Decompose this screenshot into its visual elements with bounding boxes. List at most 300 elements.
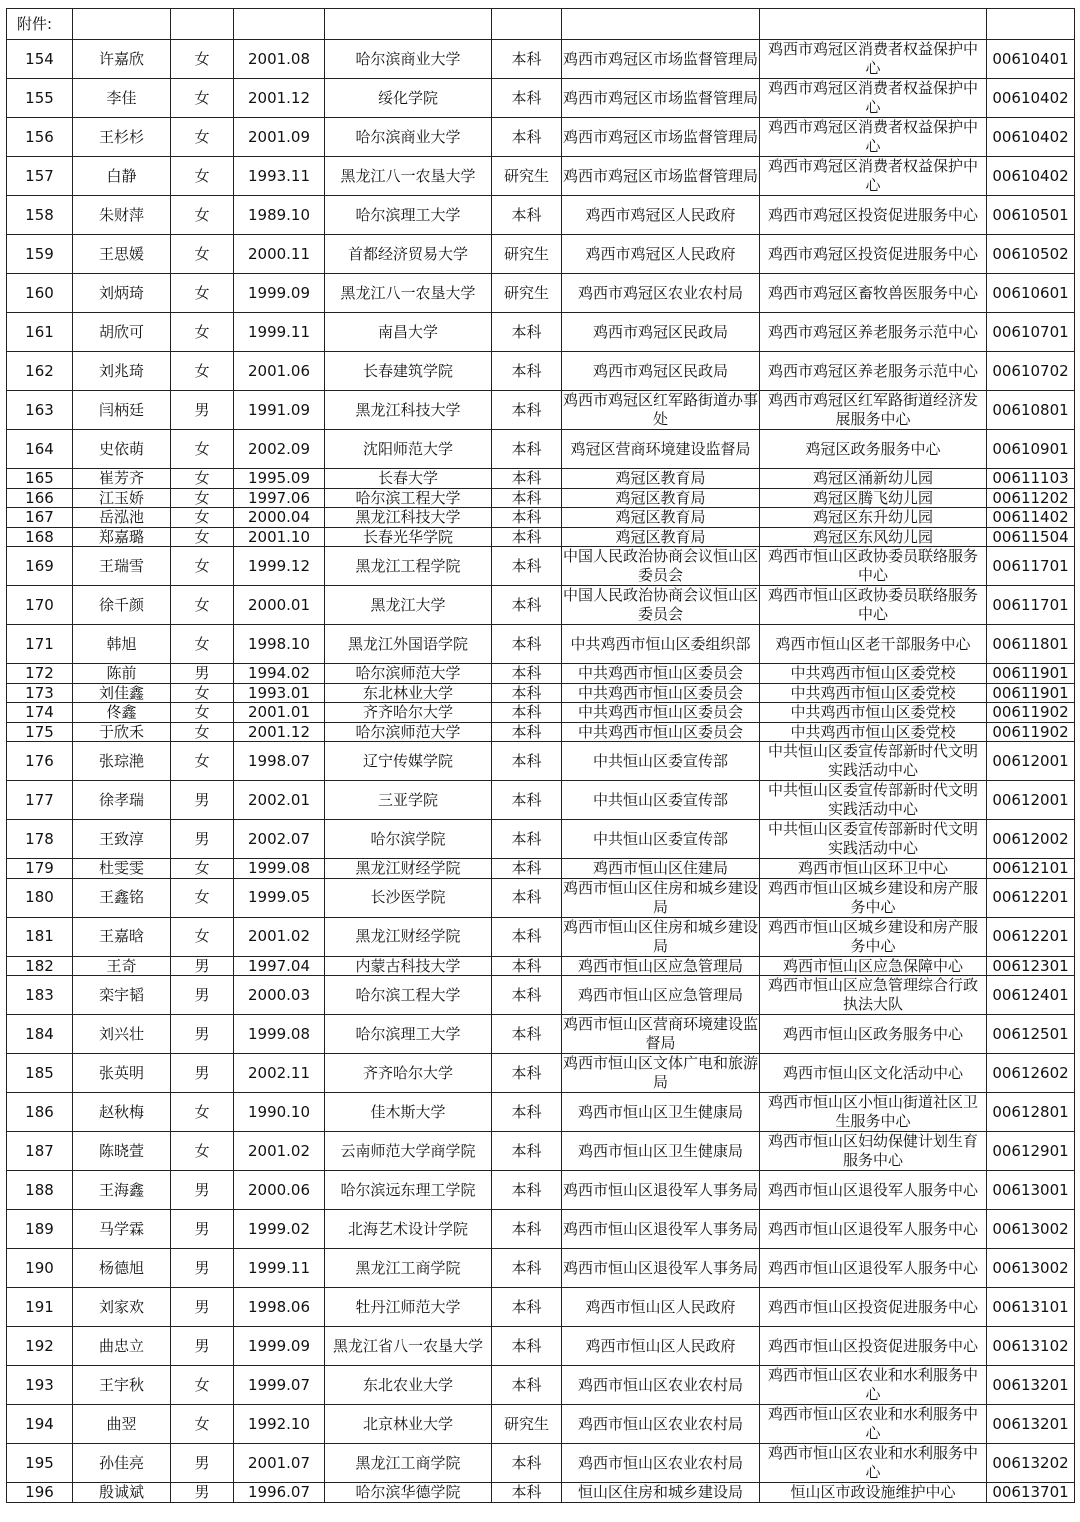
row-number: 154 (7, 40, 73, 79)
position-code-cell: 00613002 (987, 1249, 1075, 1288)
birth-date-cell: 1993.11 (234, 157, 325, 196)
position-code-cell: 00611504 (987, 527, 1075, 547)
employer-cell: 鸡西市恒山区住房和城乡建设局 (563, 917, 759, 955)
row-number: 158 (7, 196, 73, 235)
school-cell: 黑龙江科技大学 (325, 391, 492, 430)
table-row (7, 1444, 1075, 1483)
name-cell: 胡欣可 (73, 313, 171, 352)
gender-cell: 男 (171, 391, 234, 430)
employer-cell: 鸡西市恒山区应急管理局 (562, 976, 760, 1015)
row-number: 194 (7, 1405, 73, 1444)
position-code-cell: 00610901 (987, 430, 1075, 469)
school-cell: 齐齐哈尔大学 (325, 1054, 492, 1093)
position-unit-cell: 鸡西市鸡冠区养老服务示范中心 (760, 313, 987, 352)
school-cell: 黑龙江工商学院 (325, 1444, 492, 1483)
position-code-cell: 00613201 (987, 1366, 1075, 1405)
birth-date-cell: 2000.04 (234, 508, 325, 528)
employer-cell: 鸡西市恒山区退役军人事务局 (562, 1249, 760, 1288)
employer-cell: 鸡冠区教育局 (562, 488, 760, 508)
name-cell: 岳泓池 (73, 508, 171, 528)
degree-cell: 本科 (492, 352, 562, 391)
birth-date-cell: 1998.07 (234, 742, 325, 781)
table-row (7, 1405, 1075, 1444)
school-cell: 绥化学院 (325, 79, 492, 118)
gender-cell: 女 (171, 508, 234, 528)
position-code-cell: 00611901 (987, 683, 1075, 703)
row-number: 173 (7, 683, 73, 703)
birth-date-cell: 2002.01 (234, 781, 325, 820)
name-cell: 闫柄廷 (73, 391, 171, 430)
position-unit-cell: 中共鸡西市恒山区委党校 (760, 683, 987, 703)
row-number: 195 (7, 1444, 73, 1483)
birth-date-cell: 2001.12 (234, 79, 325, 118)
position-unit-cell: 鸡西市恒山区退役军人服务中心 (760, 1171, 987, 1210)
employer-cell: 中共鸡西市恒山区委员会 (562, 664, 760, 684)
gender-cell: 男 (171, 1288, 234, 1327)
school-cell: 哈尔滨商业大学 (325, 40, 492, 79)
school-cell: 黑龙江八一农垦大学 (325, 157, 492, 196)
table-row (7, 40, 1075, 79)
birth-date-cell: 1999.02 (234, 1210, 325, 1249)
employer-cell: 中共恒山区委宣传部 (562, 781, 760, 820)
gender-cell: 女 (171, 313, 234, 352)
table-row (7, 586, 1075, 625)
degree-cell: 本科 (492, 508, 562, 528)
gender-cell: 女 (171, 235, 234, 274)
table-row (7, 859, 1075, 879)
degree-cell: 本科 (492, 625, 562, 664)
position-code-cell: 00612401 (987, 976, 1075, 1015)
table-row (7, 742, 1075, 781)
birth-date-cell: 2000.03 (234, 976, 325, 1015)
degree-cell: 本科 (492, 1366, 562, 1405)
position-unit-cell: 鸡西市鸡冠区养老服务示范中心 (760, 352, 987, 391)
school-cell: 黑龙江财经学院 (325, 859, 492, 879)
position-unit-cell: 鸡冠区东升幼儿园 (760, 508, 987, 528)
birth-date-cell: 1999.11 (234, 1249, 325, 1288)
position-code-cell: 00612001 (987, 742, 1075, 781)
table-row (7, 1015, 1075, 1054)
name-cell: 曲翌 (73, 1405, 171, 1444)
employer-cell: 鸡西市鸡冠区农业农村局 (562, 274, 760, 313)
name-cell: 杜雯雯 (73, 859, 171, 879)
row-number: 176 (7, 742, 73, 781)
employer-cell: 鸡冠区教育局 (562, 469, 760, 489)
position-unit-cell: 鸡西市恒山区妇幼保健计划生育服务中心 (760, 1132, 987, 1171)
employer-cell: 中共鸡西市恒山区委员会 (562, 703, 760, 723)
position-unit-cell: 鸡西市恒山区政务服务中心 (760, 1015, 987, 1054)
degree-cell: 本科 (492, 196, 562, 235)
position-code-cell: 00612901 (987, 1132, 1075, 1171)
degree-cell: 本科 (492, 1249, 562, 1288)
gender-cell: 女 (171, 1132, 234, 1171)
birth-date-cell: 1999.11 (234, 313, 325, 352)
employer-cell: 中共恒山区委宣传部 (562, 742, 760, 781)
school-cell: 长春大学 (325, 469, 492, 489)
birth-date-cell: 1995.09 (234, 469, 325, 489)
table-row (7, 430, 1075, 469)
table-row (7, 1210, 1075, 1249)
position-code-cell: 00611103 (987, 469, 1075, 489)
degree-cell: 本科 (492, 859, 562, 879)
gender-cell: 女 (171, 1405, 234, 1444)
birth-date-cell: 2000.01 (234, 586, 325, 625)
gender-cell: 男 (171, 956, 234, 976)
row-number: 155 (7, 79, 73, 118)
row-number: 175 (7, 722, 73, 742)
table-row (7, 878, 1075, 917)
birth-date-cell: 1998.10 (234, 625, 325, 664)
row-number: 163 (7, 391, 73, 430)
degree-cell: 本科 (492, 722, 562, 742)
name-cell: 杨德旭 (73, 1249, 171, 1288)
birth-date-cell: 1994.02 (234, 664, 325, 684)
gender-cell: 男 (171, 1015, 234, 1054)
school-cell: 哈尔滨理工大学 (325, 196, 492, 235)
position-code-cell: 00613002 (987, 1210, 1075, 1249)
school-cell: 东北农业大学 (325, 1366, 492, 1405)
name-cell: 王鑫铭 (73, 878, 171, 917)
gender-cell: 女 (171, 722, 234, 742)
degree-cell: 本科 (492, 118, 562, 157)
position-code-cell: 00610501 (987, 196, 1075, 235)
position-unit-cell: 鸡西市鸡冠区消费者权益保护中心 (760, 118, 987, 157)
position-code-cell: 00612501 (987, 1015, 1075, 1054)
degree-cell: 本科 (492, 1327, 562, 1366)
birth-date-cell: 2002.09 (234, 430, 325, 469)
table-row (7, 313, 1075, 352)
table-row (7, 1249, 1075, 1288)
table-row (7, 781, 1075, 820)
gender-cell: 男 (171, 1327, 234, 1366)
name-cell: 殷诚斌 (73, 1483, 171, 1503)
position-unit-cell: 鸡冠区政务服务中心 (760, 430, 987, 469)
position-code-cell: 00613101 (987, 1288, 1075, 1327)
employer-cell: 中共鸡西市恒山区委组织部 (562, 625, 760, 664)
row-number: 171 (7, 625, 73, 664)
row-number: 177 (7, 781, 73, 820)
position-code-cell: 00612001 (987, 781, 1075, 820)
name-cell: 王宇秋 (73, 1366, 171, 1405)
degree-cell: 本科 (492, 313, 562, 352)
table-row (7, 820, 1075, 859)
birth-date-cell: 1992.10 (234, 1405, 325, 1444)
row-number: 174 (7, 703, 73, 723)
row-number: 186 (7, 1093, 73, 1132)
school-cell: 哈尔滨商业大学 (325, 118, 492, 157)
table-row (7, 157, 1075, 196)
table-row (7, 352, 1075, 391)
degree-cell: 本科 (492, 956, 562, 976)
degree-cell: 本科 (492, 976, 562, 1015)
position-unit-cell: 鸡西市恒山区城乡建设和房产服务中心 (760, 878, 987, 917)
degree-cell: 本科 (492, 527, 562, 547)
name-cell: 孙佳亮 (73, 1444, 171, 1483)
position-code-cell: 00613201 (987, 1405, 1075, 1444)
degree-cell: 研究生 (492, 274, 562, 313)
birth-date-cell: 2001.12 (234, 722, 325, 742)
position-unit-cell: 中共鸡西市恒山区委党校 (760, 664, 987, 684)
school-cell: 哈尔滨学院 (325, 820, 492, 859)
degree-cell: 本科 (492, 1288, 562, 1327)
gender-cell: 女 (171, 878, 234, 917)
employer-cell: 鸡西市鸡冠区市场监督管理局 (562, 118, 760, 157)
position-unit-cell: 鸡西市恒山区小恒山街道社区卫生服务中心 (760, 1093, 987, 1132)
row-number: 166 (7, 488, 73, 508)
position-code-cell: 00613001 (987, 1171, 1075, 1210)
row-number: 159 (7, 235, 73, 274)
degree-cell: 本科 (492, 547, 562, 586)
attachment-row (7, 9, 1075, 40)
position-code-cell: 00612602 (987, 1054, 1075, 1093)
position-unit-cell: 鸡西市恒山区农业和水利服务中心 (760, 1405, 987, 1444)
school-cell: 黑龙江八一农垦大学 (325, 274, 492, 313)
gender-cell: 男 (171, 1054, 234, 1093)
position-code-cell: 00613102 (987, 1327, 1075, 1366)
employer-cell: 中共鸡西市恒山区委员会 (562, 683, 760, 703)
gender-cell: 女 (171, 683, 234, 703)
birth-date-cell: 2001.07 (234, 1444, 325, 1483)
employer-cell: 鸡西市恒山区退役军人事务局 (562, 1210, 760, 1249)
name-cell: 韩旭 (73, 625, 171, 664)
row-number: 180 (7, 878, 73, 917)
table-row (7, 274, 1075, 313)
row-number: 161 (7, 313, 73, 352)
name-cell: 王杉杉 (73, 118, 171, 157)
birth-date-cell: 2001.02 (234, 1132, 325, 1171)
row-number: 162 (7, 352, 73, 391)
name-cell: 陈晓萱 (73, 1132, 171, 1171)
school-cell: 黑龙江工程学院 (325, 547, 492, 586)
degree-cell: 本科 (492, 586, 562, 625)
position-code-cell: 00610402 (987, 79, 1075, 118)
row-number: 170 (7, 586, 73, 625)
row-number: 193 (7, 1366, 73, 1405)
name-cell: 朱财萍 (73, 196, 171, 235)
name-cell: 王思媛 (73, 235, 171, 274)
position-unit-cell: 鸡西市恒山区投资促进服务中心 (760, 1327, 987, 1366)
position-unit-cell: 鸡西市恒山区投资促进服务中心 (760, 1288, 987, 1327)
position-code-cell: 00611902 (987, 722, 1075, 742)
position-code-cell: 00611902 (987, 703, 1075, 723)
name-cell: 徐孝瑞 (73, 781, 171, 820)
table-row (7, 508, 1075, 528)
school-cell: 北海艺术设计学院 (325, 1210, 492, 1249)
row-number: 185 (7, 1054, 73, 1093)
birth-date-cell: 2001.02 (234, 917, 325, 956)
employer-cell: 鸡西市鸡冠区民政局 (562, 313, 760, 352)
school-cell: 黑龙江大学 (325, 586, 492, 625)
row-number: 172 (7, 664, 73, 684)
row-number: 179 (7, 859, 73, 879)
position-code-cell: 00613202 (987, 1444, 1075, 1483)
position-unit-cell: 恒山区市政设施维护中心 (760, 1483, 987, 1503)
row-number: 169 (7, 547, 73, 586)
position-unit-cell: 鸡冠区腾飞幼儿园 (760, 488, 987, 508)
degree-cell: 本科 (492, 1132, 562, 1171)
row-number: 187 (7, 1132, 73, 1171)
gender-cell: 女 (171, 527, 234, 547)
employer-cell: 鸡西市恒山区退役军人事务局 (562, 1171, 760, 1210)
employer-cell: 鸡西市恒山区卫生健康局 (562, 1132, 760, 1171)
gender-cell: 男 (171, 1249, 234, 1288)
name-cell: 王海鑫 (73, 1171, 171, 1210)
position-unit-cell: 鸡西市鸡冠区消费者权益保护中心 (760, 40, 987, 79)
employer-cell: 鸡西市恒山区农业农村局 (562, 1444, 760, 1483)
birth-date-cell: 2002.07 (234, 820, 325, 859)
position-unit-cell: 中共恒山区委宣传部新时代文明实践活动中心 (760, 742, 987, 781)
birth-date-cell: 1999.09 (234, 1327, 325, 1366)
roster-table (6, 8, 1075, 1503)
position-code-cell: 00612101 (987, 859, 1075, 879)
degree-cell: 本科 (492, 79, 562, 118)
table-row (7, 391, 1075, 430)
row-number: 168 (7, 527, 73, 547)
row-number: 183 (7, 976, 73, 1015)
name-cell: 张琮滟 (73, 742, 171, 781)
table-row (7, 1366, 1075, 1405)
position-unit-cell: 鸡西市鸡冠区投资促进服务中心 (760, 235, 987, 274)
table-row (7, 118, 1075, 157)
employer-cell: 鸡西市恒山区农业农村局 (562, 1405, 760, 1444)
position-code-cell: 00610601 (987, 274, 1075, 313)
position-unit-cell: 中共恒山区委宣传部新时代文明实践活动中心 (760, 820, 987, 859)
table-row (7, 1288, 1075, 1327)
degree-cell: 本科 (492, 917, 562, 956)
name-cell: 于欣禾 (73, 722, 171, 742)
degree-cell: 本科 (492, 820, 562, 859)
position-code-cell: 00611701 (987, 547, 1075, 586)
table-row (7, 956, 1075, 976)
position-unit-cell: 中共鸡西市恒山区委党校 (760, 722, 987, 742)
name-cell: 王瑞雪 (73, 547, 171, 586)
gender-cell: 女 (171, 352, 234, 391)
position-unit-cell: 鸡西市鸡冠区红军路街道经济发展服务中心 (760, 391, 987, 430)
degree-cell: 本科 (492, 1015, 562, 1054)
row-number: 191 (7, 1288, 73, 1327)
birth-date-cell: 1997.06 (234, 488, 325, 508)
gender-cell: 女 (171, 859, 234, 879)
degree-cell: 本科 (492, 781, 562, 820)
row-number: 178 (7, 820, 73, 859)
gender-cell: 女 (171, 742, 234, 781)
table-row (7, 917, 1075, 956)
gender-cell: 男 (171, 1444, 234, 1483)
school-cell: 哈尔滨工程大学 (325, 488, 492, 508)
school-cell: 沈阳师范大学 (325, 430, 492, 469)
position-code-cell: 00612301 (987, 956, 1075, 976)
employer-cell: 鸡西市恒山区应急管理局 (562, 956, 760, 976)
employer-cell: 鸡西市恒山区人民政府 (562, 1327, 760, 1366)
school-cell: 哈尔滨工程大学 (325, 976, 492, 1015)
employer-cell: 鸡西市恒山区文体广电和旅游局 (563, 1054, 759, 1091)
employer-cell: 鸡西市恒山区住建局 (562, 859, 760, 879)
name-cell: 许嘉欣 (73, 40, 171, 79)
row-number: 165 (7, 469, 73, 489)
employer-cell: 鸡冠区教育局 (562, 527, 760, 547)
employer-cell: 鸡西市恒山区卫生健康局 (562, 1093, 760, 1132)
position-unit-cell: 鸡西市恒山区应急保障中心 (760, 956, 987, 976)
row-number: 160 (7, 274, 73, 313)
name-cell: 王奇 (73, 956, 171, 976)
birth-date-cell: 1997.04 (234, 956, 325, 976)
birth-date-cell: 1999.07 (234, 1366, 325, 1405)
position-code-cell: 00612201 (987, 917, 1075, 956)
gender-cell: 女 (171, 157, 234, 196)
birth-date-cell: 1999.12 (234, 547, 325, 586)
school-cell: 长春建筑学院 (325, 352, 492, 391)
table-row (7, 1093, 1075, 1132)
school-cell: 东北林业大学 (325, 683, 492, 703)
position-unit-cell: 鸡西市恒山区退役军人服务中心 (760, 1249, 987, 1288)
school-cell: 哈尔滨理工大学 (325, 1015, 492, 1054)
degree-cell: 本科 (492, 1093, 562, 1132)
birth-date-cell: 2000.11 (234, 235, 325, 274)
gender-cell: 男 (171, 820, 234, 859)
gender-cell: 男 (171, 1210, 234, 1249)
employer-cell: 鸡西市鸡冠区人民政府 (562, 196, 760, 235)
birth-date-cell: 1999.08 (234, 1015, 325, 1054)
position-unit-cell: 鸡西市恒山区文化活动中心 (760, 1054, 987, 1093)
birth-date-cell: 1991.09 (234, 391, 325, 430)
employer-cell: 中共鸡西市恒山区委员会 (562, 722, 760, 742)
position-code-cell: 00612002 (987, 820, 1075, 859)
name-cell: 佟鑫 (73, 703, 171, 723)
gender-cell: 女 (171, 118, 234, 157)
gender-cell: 女 (171, 703, 234, 723)
degree-cell: 本科 (492, 1483, 562, 1503)
birth-date-cell: 2001.06 (234, 352, 325, 391)
school-cell: 三亚学院 (325, 781, 492, 820)
position-code-cell: 00610402 (987, 118, 1075, 157)
school-cell: 黑龙江工商学院 (325, 1249, 492, 1288)
table-row (7, 703, 1075, 723)
school-cell: 黑龙江科技大学 (325, 508, 492, 528)
row-number: 196 (7, 1483, 73, 1503)
position-code-cell: 00610702 (987, 352, 1075, 391)
position-code-cell: 00611701 (987, 586, 1075, 625)
gender-cell: 女 (171, 1093, 234, 1132)
position-code-cell: 00611402 (987, 508, 1075, 528)
position-code-cell: 00610701 (987, 313, 1075, 352)
position-code-cell: 00610801 (987, 391, 1075, 430)
row-number: 157 (7, 157, 73, 196)
gender-cell: 女 (171, 488, 234, 508)
position-unit-cell: 鸡西市鸡冠区消费者权益保护中心 (760, 79, 987, 118)
name-cell: 王嘉晗 (73, 917, 171, 956)
row-number: 167 (7, 508, 73, 528)
name-cell: 刘兴壮 (73, 1015, 171, 1054)
position-unit-cell: 鸡西市恒山区农业和水利服务中心 (760, 1444, 987, 1483)
name-cell: 张英明 (73, 1054, 171, 1093)
school-cell: 辽宁传媒学院 (325, 742, 492, 781)
position-unit-cell: 鸡西市鸡冠区消费者权益保护中心 (760, 157, 987, 196)
row-number: 156 (7, 118, 73, 157)
row-number: 184 (7, 1015, 73, 1054)
name-cell: 崔芳齐 (73, 469, 171, 489)
table-row (7, 1483, 1075, 1503)
school-cell: 长春光华学院 (325, 527, 492, 547)
gender-cell: 女 (171, 917, 234, 956)
row-number: 190 (7, 1249, 73, 1288)
birth-date-cell: 1989.10 (234, 196, 325, 235)
degree-cell: 研究生 (492, 1405, 562, 1444)
employer-cell: 鸡西市鸡冠区红军路街道办事处 (563, 391, 759, 428)
name-cell: 赵秋梅 (73, 1093, 171, 1132)
row-number: 192 (7, 1327, 73, 1366)
degree-cell: 本科 (492, 391, 562, 430)
table-row (7, 664, 1075, 684)
